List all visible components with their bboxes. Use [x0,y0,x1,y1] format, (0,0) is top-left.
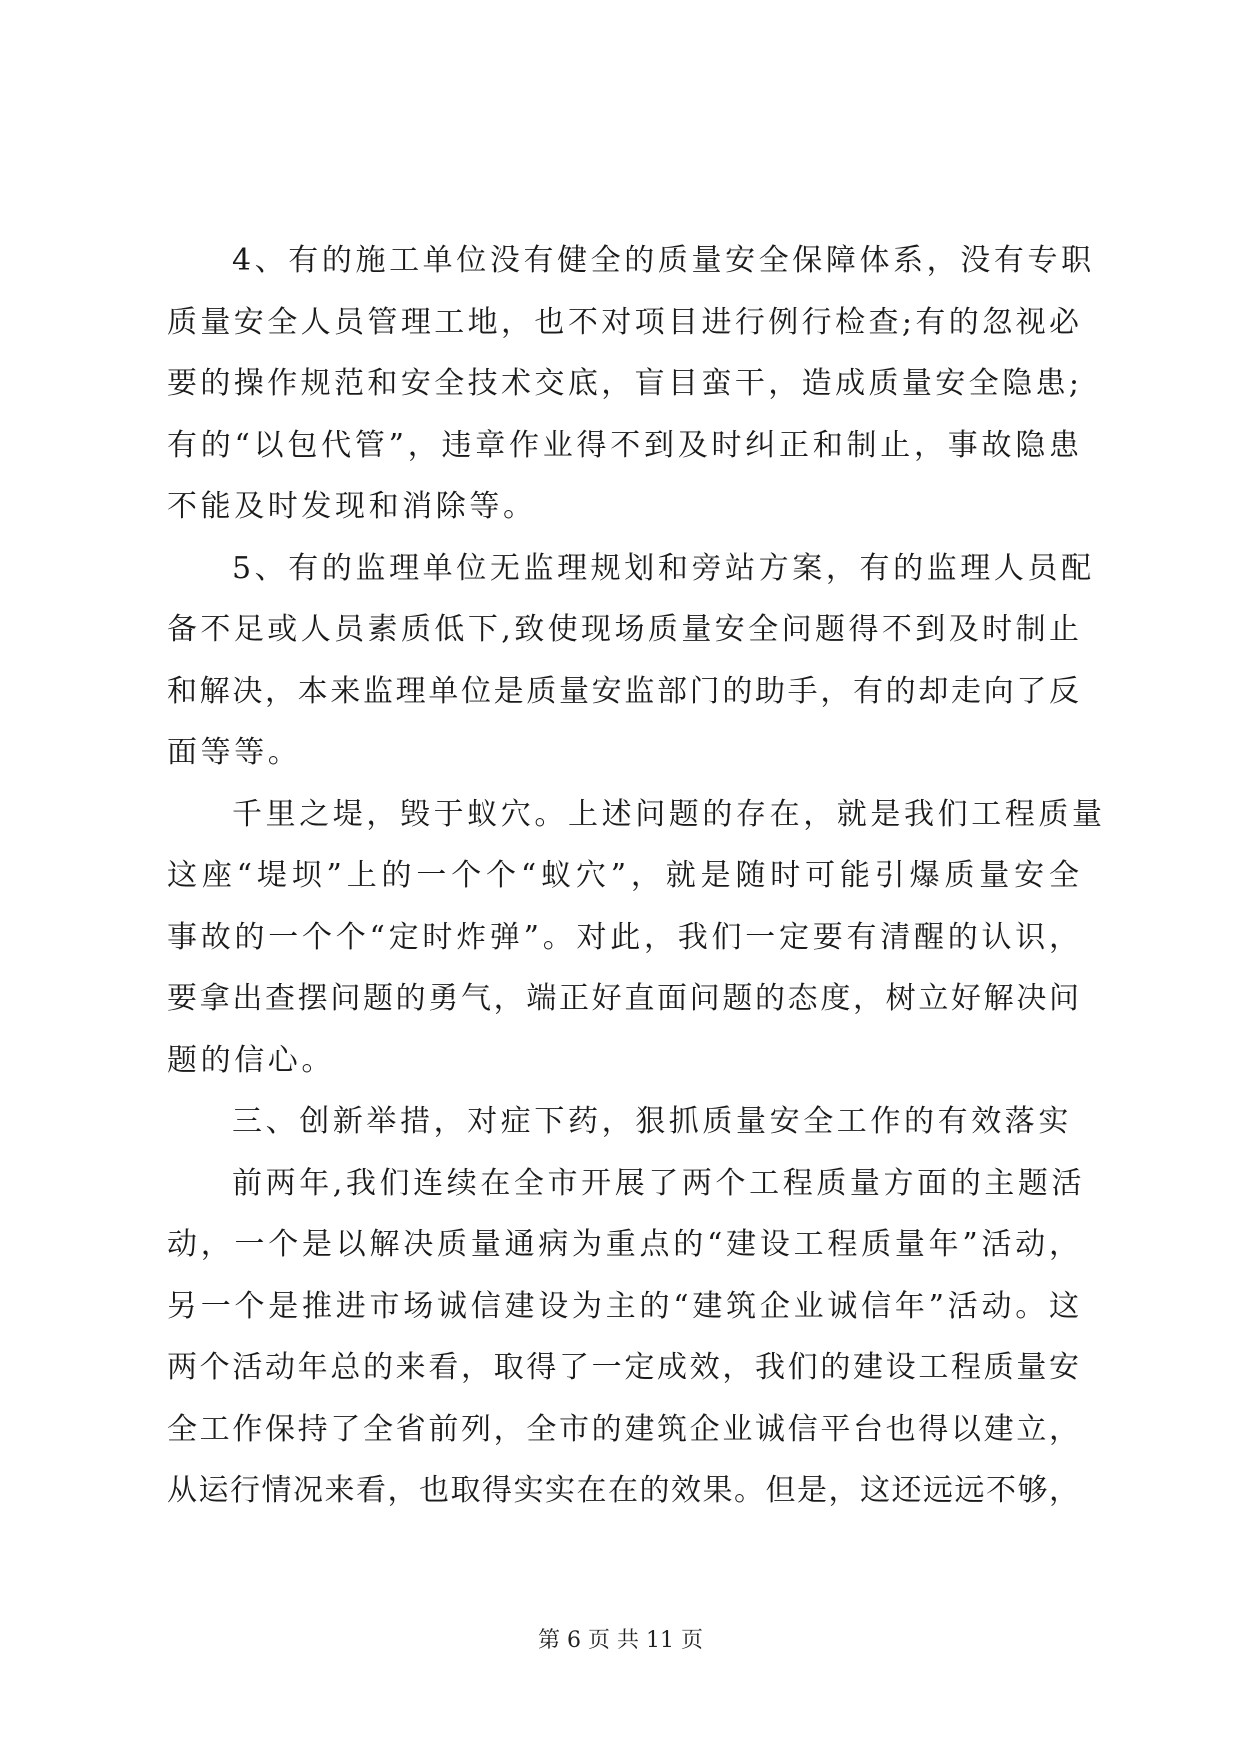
paragraph-line: 题的信心。 [167,1042,335,1078]
paragraph-line: 这座“堤坝”上的一个个“蚁穴”，就是随时可能引爆质量安全 [167,858,1079,893]
paragraph-line: 动，一个是以解决质量通病为重点的“建设工程质量年”活动， [167,1227,1079,1262]
paragraph-line: 质量安全人员管理工地，也不对项目进行例行检查;有的忽视必 [167,304,1079,340]
paragraph-line: 和解决，本来监理单位是质量安监部门的助手，有的却走向了反 [167,673,1079,709]
paragraph-line: 备不足或人员素质低下,致使现场质量安全问题得不到及时制止 [167,612,1079,647]
paragraph-line: 从运行情况来看，也取得实实在在的效果。但是，这还远远不够， [167,1473,1079,1508]
paragraph-line: 两个活动年总的来看，取得了一定成效，我们的建设工程质量安 [167,1350,1079,1385]
paragraph-line: 要拿出查摆问题的勇气，端正好直面问题的态度，树立好解决问 [167,981,1079,1016]
paragraph-line: 全工作保持了全省前列，全市的建筑企业诚信平台也得以建立， [167,1411,1079,1447]
paragraph-line: 另一个是推进市场诚信建设为主的“建筑企业诚信年”活动。这 [167,1288,1079,1324]
paragraph-line: 不能及时发现和消除等。 [167,489,537,524]
paragraph-line: 要的操作规范和安全技术交底，盲目蛮干，造成质量安全隐患; [167,366,1079,401]
paragraph-line: 5、有的监理单位无监理规划和旁站方案，有的监理人员配 [232,550,1095,586]
paragraph-line: 千里之堤，毁于蚁穴。上述问题的存在，就是我们工程质量 [232,796,1106,832]
paragraph-line: 4、有的施工单位没有健全的质量安全保障体系，没有专职 [232,243,1095,278]
section-heading: 三、创新举措，对症下药，狠抓质量安全工作的有效落实 [232,1104,1072,1139]
paragraph-line: 面等等。 [167,735,302,770]
paragraph-line: 前两年,我们连续在全市开展了两个工程质量方面的主题活 [232,1165,1086,1201]
page-number: 第 6 页 共 11 页 [538,1628,703,1653]
document-body [167,230,1106,1522]
paragraph-line: 事故的一个个“定时炸弹”。对此，我们一定要有清醒的认识， [167,919,1079,955]
paragraph-line: 有的“以包代管”，违章作业得不到及时纠正和制止，事故隐患 [167,427,1079,463]
